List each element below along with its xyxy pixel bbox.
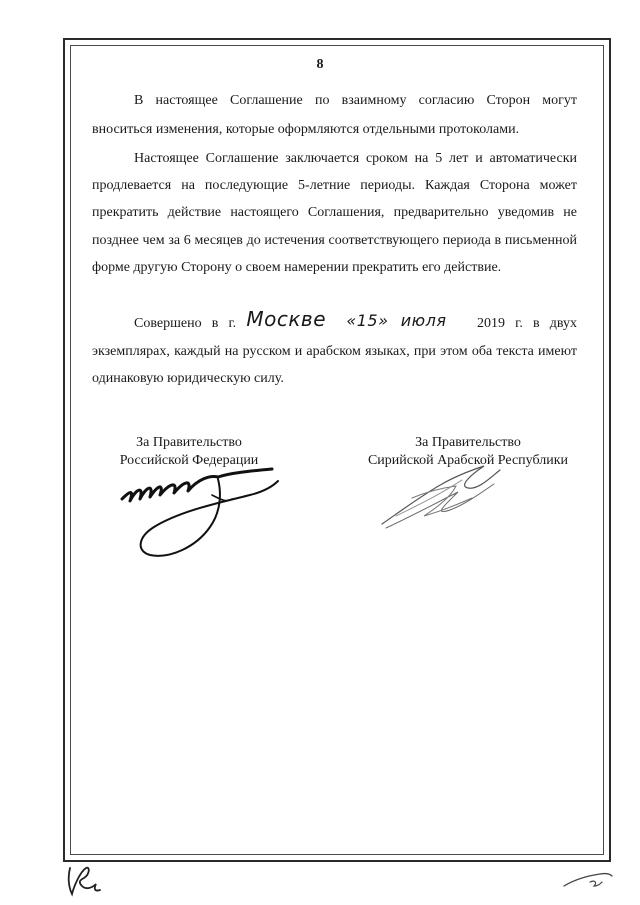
initials-bottom-left [64,862,104,898]
signature-russia [100,455,290,570]
signature-label-syria-line2: Сирийской Арабской Республики [367,453,569,468]
handwritten-city: Москве [246,307,327,331]
paragraph-done-at-text [92,306,577,393]
paragraph-amendments-line2: вноситься изменения, которые оформляются отдельными протоколами. [92,122,520,138]
signature-syria [372,458,512,538]
paragraph-done-at [92,306,577,393]
done-at-suffix: 2019 г. в двух экземплярах, [92,316,578,359]
signature-label-russia-line2: Российской Федерации [119,453,259,468]
paragraph-amendments [92,86,577,145]
handwritten-date: «15» июля [346,311,447,330]
signature-label-russia-line1: За Правительство [136,435,242,450]
signature-label-syria-line1: За Правительство [415,435,521,450]
done-at-prefix: Совершено в г. [134,316,237,331]
paragraph-amendments-line1: В настоящее Соглашение по взаимному согласию Сторон могут [134,93,577,108]
initials-bottom-right [560,868,616,894]
paragraph-term [92,145,577,281]
paragraph-term-text: Настоящее Соглашение заключается сроком на 5 лет и автоматически продлевается на последующие 5-летние периоды. Каждая Сторона может прекратить действие настоящего Соглашения, предварительно уведомив не позднее чем за 6 месяцев до истечения соответствующего периода в письменной форме другую Сторону о своем намерении прекратить его действие. [92,151,577,275]
page-number: 8 [316,57,324,72]
done-at-rest: каждый на русском и арабском языках, при этом оба текста имеют одинаковую юридическую силу. [92,343,577,386]
